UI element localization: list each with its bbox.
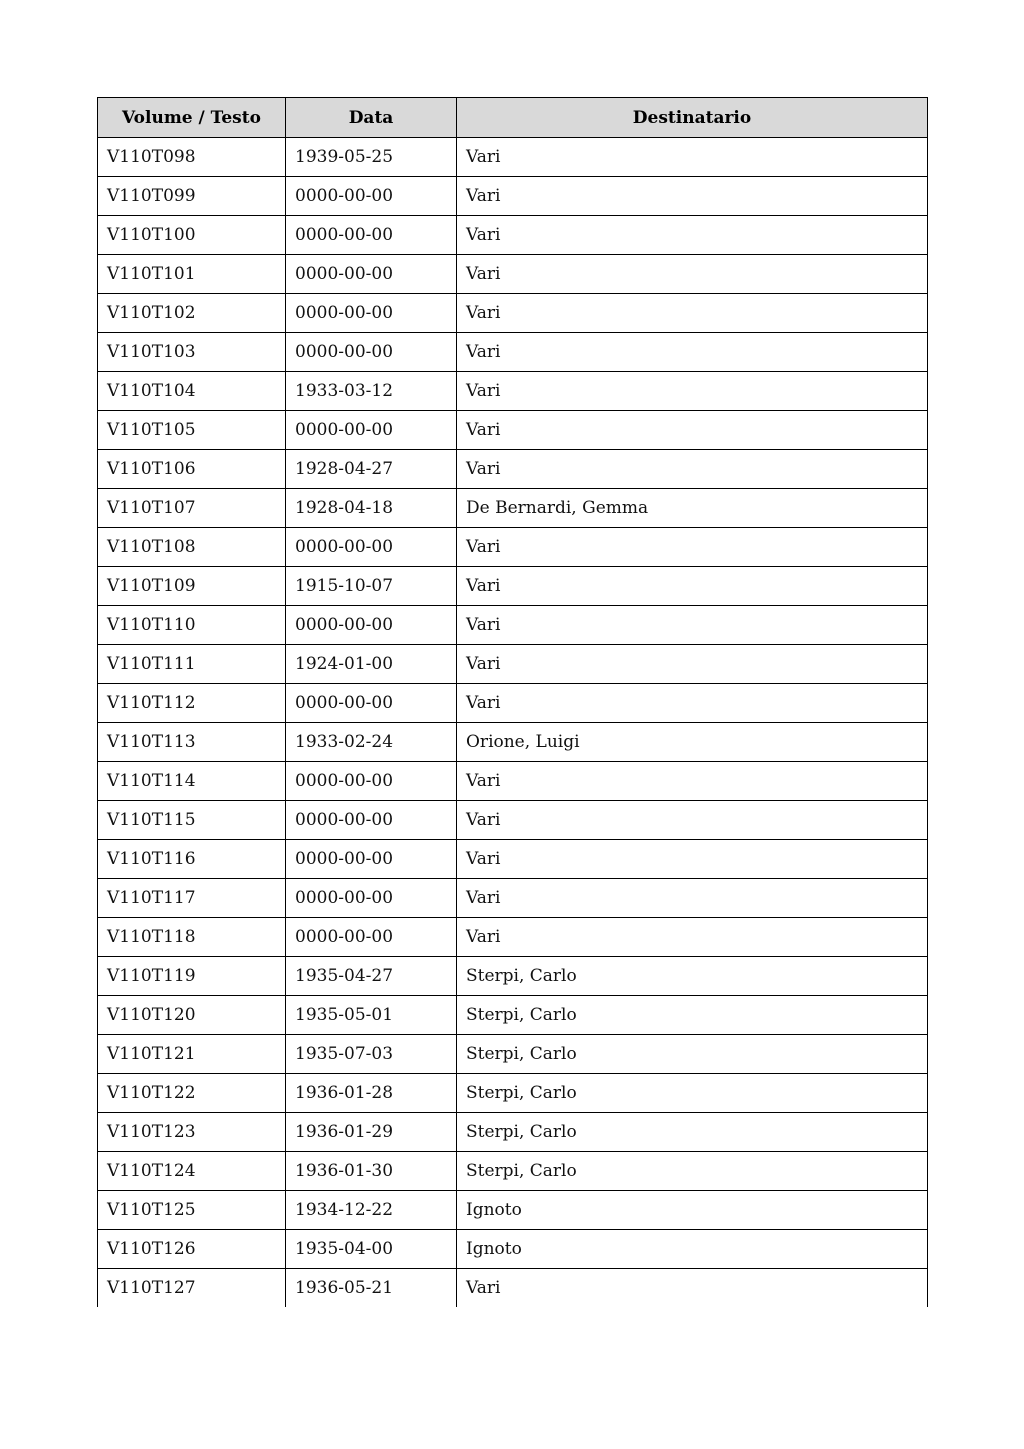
cell-data: 0000-00-00 xyxy=(286,918,457,957)
cell-data: 1933-03-12 xyxy=(286,372,457,411)
cell-data: 0000-00-00 xyxy=(286,684,457,723)
cell-volume: V110T112 xyxy=(98,684,286,723)
column-header-volume: Volume / Testo xyxy=(98,98,286,138)
table-row xyxy=(98,138,928,177)
cell-data: 1915-10-07 xyxy=(286,567,457,606)
cell-volume: V110T111 xyxy=(98,645,286,684)
cell-destinatario: Sterpi, Carlo xyxy=(457,1035,928,1074)
cell-volume: V110T119 xyxy=(98,957,286,996)
cell-data: 1928-04-27 xyxy=(286,450,457,489)
table-row xyxy=(98,216,928,255)
cell-volume: V110T109 xyxy=(98,567,286,606)
cell-destinatario: Vari xyxy=(457,372,928,411)
cell-volume: V110T126 xyxy=(98,1230,286,1269)
table-row xyxy=(98,1152,928,1191)
table-row xyxy=(98,957,928,996)
cell-volume: V110T125 xyxy=(98,1191,286,1230)
cell-volume: V110T103 xyxy=(98,333,286,372)
table-row xyxy=(98,333,928,372)
cell-destinatario: Sterpi, Carlo xyxy=(457,996,928,1035)
table-row xyxy=(98,645,928,684)
cell-data: 1935-07-03 xyxy=(286,1035,457,1074)
cell-data: 1936-01-28 xyxy=(286,1074,457,1113)
cell-destinatario: Orione, Luigi xyxy=(457,723,928,762)
header-row xyxy=(98,98,928,138)
cell-data: 0000-00-00 xyxy=(286,255,457,294)
table-row xyxy=(98,1269,928,1308)
cell-destinatario: Vari xyxy=(457,684,928,723)
letters-index-table xyxy=(97,97,928,1307)
cell-destinatario: Vari xyxy=(457,528,928,567)
cell-destinatario: Vari xyxy=(457,138,928,177)
cell-volume: V110T110 xyxy=(98,606,286,645)
table-row xyxy=(98,996,928,1035)
cell-data: 0000-00-00 xyxy=(286,762,457,801)
cell-volume: V110T113 xyxy=(98,723,286,762)
cell-destinatario: Ignoto xyxy=(457,1191,928,1230)
cell-destinatario: Vari xyxy=(457,450,928,489)
cell-destinatario: Sterpi, Carlo xyxy=(457,957,928,996)
table-row xyxy=(98,567,928,606)
table-row xyxy=(98,1035,928,1074)
cell-destinatario: Vari xyxy=(457,879,928,918)
table-row xyxy=(98,840,928,879)
cell-volume: V110T105 xyxy=(98,411,286,450)
cell-volume: V110T123 xyxy=(98,1113,286,1152)
table-row xyxy=(98,918,928,957)
cell-data: 0000-00-00 xyxy=(286,411,457,450)
cell-data: 1933-02-24 xyxy=(286,723,457,762)
cell-volume: V110T118 xyxy=(98,918,286,957)
cell-volume: V110T124 xyxy=(98,1152,286,1191)
cell-data: 1935-04-27 xyxy=(286,957,457,996)
cell-data: 0000-00-00 xyxy=(286,216,457,255)
cell-volume: V110T108 xyxy=(98,528,286,567)
cell-volume: V110T098 xyxy=(98,138,286,177)
cell-data: 0000-00-00 xyxy=(286,840,457,879)
cell-destinatario: Sterpi, Carlo xyxy=(457,1152,928,1191)
cell-data: 0000-00-00 xyxy=(286,879,457,918)
cell-volume: V110T120 xyxy=(98,996,286,1035)
table-row xyxy=(98,489,928,528)
cell-destinatario: Vari xyxy=(457,606,928,645)
cell-destinatario: Vari xyxy=(457,255,928,294)
table-row xyxy=(98,762,928,801)
cell-data: 0000-00-00 xyxy=(286,294,457,333)
table-row xyxy=(98,723,928,762)
cell-data: 0000-00-00 xyxy=(286,333,457,372)
cell-volume: V110T116 xyxy=(98,840,286,879)
cell-destinatario: Vari xyxy=(457,216,928,255)
table-row xyxy=(98,684,928,723)
table-row xyxy=(98,801,928,840)
cell-destinatario: Vari xyxy=(457,294,928,333)
cell-data: 0000-00-00 xyxy=(286,606,457,645)
cell-destinatario: Vari xyxy=(457,840,928,879)
cell-data: 0000-00-00 xyxy=(286,801,457,840)
table-row xyxy=(98,294,928,333)
cell-volume: V110T107 xyxy=(98,489,286,528)
cell-data: 0000-00-00 xyxy=(286,177,457,216)
column-header-data: Data xyxy=(286,98,457,138)
cell-destinatario: De Bernardi, Gemma xyxy=(457,489,928,528)
cell-data: 1936-01-30 xyxy=(286,1152,457,1191)
cell-volume: V110T122 xyxy=(98,1074,286,1113)
cell-data: 1935-04-00 xyxy=(286,1230,457,1269)
cell-destinatario: Vari xyxy=(457,411,928,450)
table-row xyxy=(98,372,928,411)
table-row xyxy=(98,528,928,567)
cell-destinatario: Sterpi, Carlo xyxy=(457,1074,928,1113)
table-row xyxy=(98,1113,928,1152)
cell-volume: V110T102 xyxy=(98,294,286,333)
cell-volume: V110T104 xyxy=(98,372,286,411)
cell-data: 1928-04-18 xyxy=(286,489,457,528)
cell-destinatario: Vari xyxy=(457,801,928,840)
cell-volume: V110T117 xyxy=(98,879,286,918)
cell-volume: V110T114 xyxy=(98,762,286,801)
table-row xyxy=(98,411,928,450)
table-row xyxy=(98,177,928,216)
cell-destinatario: Vari xyxy=(457,762,928,801)
cell-volume: V110T101 xyxy=(98,255,286,294)
column-header-destinatario: Destinatario xyxy=(457,98,928,138)
cell-destinatario: Ignoto xyxy=(457,1230,928,1269)
cell-data: 1924-01-00 xyxy=(286,645,457,684)
cell-volume: V110T106 xyxy=(98,450,286,489)
cell-destinatario: Sterpi, Carlo xyxy=(457,1113,928,1152)
cell-volume: V110T121 xyxy=(98,1035,286,1074)
cell-volume: V110T099 xyxy=(98,177,286,216)
cell-destinatario: Vari xyxy=(457,1269,928,1308)
table-row xyxy=(98,879,928,918)
table-row xyxy=(98,606,928,645)
cell-data: 0000-00-00 xyxy=(286,528,457,567)
cell-data: 1935-05-01 xyxy=(286,996,457,1035)
table-row xyxy=(98,1191,928,1230)
cell-destinatario: Vari xyxy=(457,333,928,372)
cell-volume: V110T127 xyxy=(98,1269,286,1308)
table-header xyxy=(98,98,928,138)
cell-destinatario: Vari xyxy=(457,567,928,606)
table-row xyxy=(98,255,928,294)
cell-data: 1934-12-22 xyxy=(286,1191,457,1230)
cell-volume: V110T100 xyxy=(98,216,286,255)
cell-destinatario: Vari xyxy=(457,918,928,957)
cell-volume: V110T115 xyxy=(98,801,286,840)
cell-data: 1936-05-21 xyxy=(286,1269,457,1308)
cell-destinatario: Vari xyxy=(457,645,928,684)
table-row xyxy=(98,450,928,489)
table-row xyxy=(98,1230,928,1269)
table-row xyxy=(98,1074,928,1113)
cell-data: 1939-05-25 xyxy=(286,138,457,177)
cell-data: 1936-01-29 xyxy=(286,1113,457,1152)
cell-destinatario: Vari xyxy=(457,177,928,216)
table-body xyxy=(98,138,928,1308)
